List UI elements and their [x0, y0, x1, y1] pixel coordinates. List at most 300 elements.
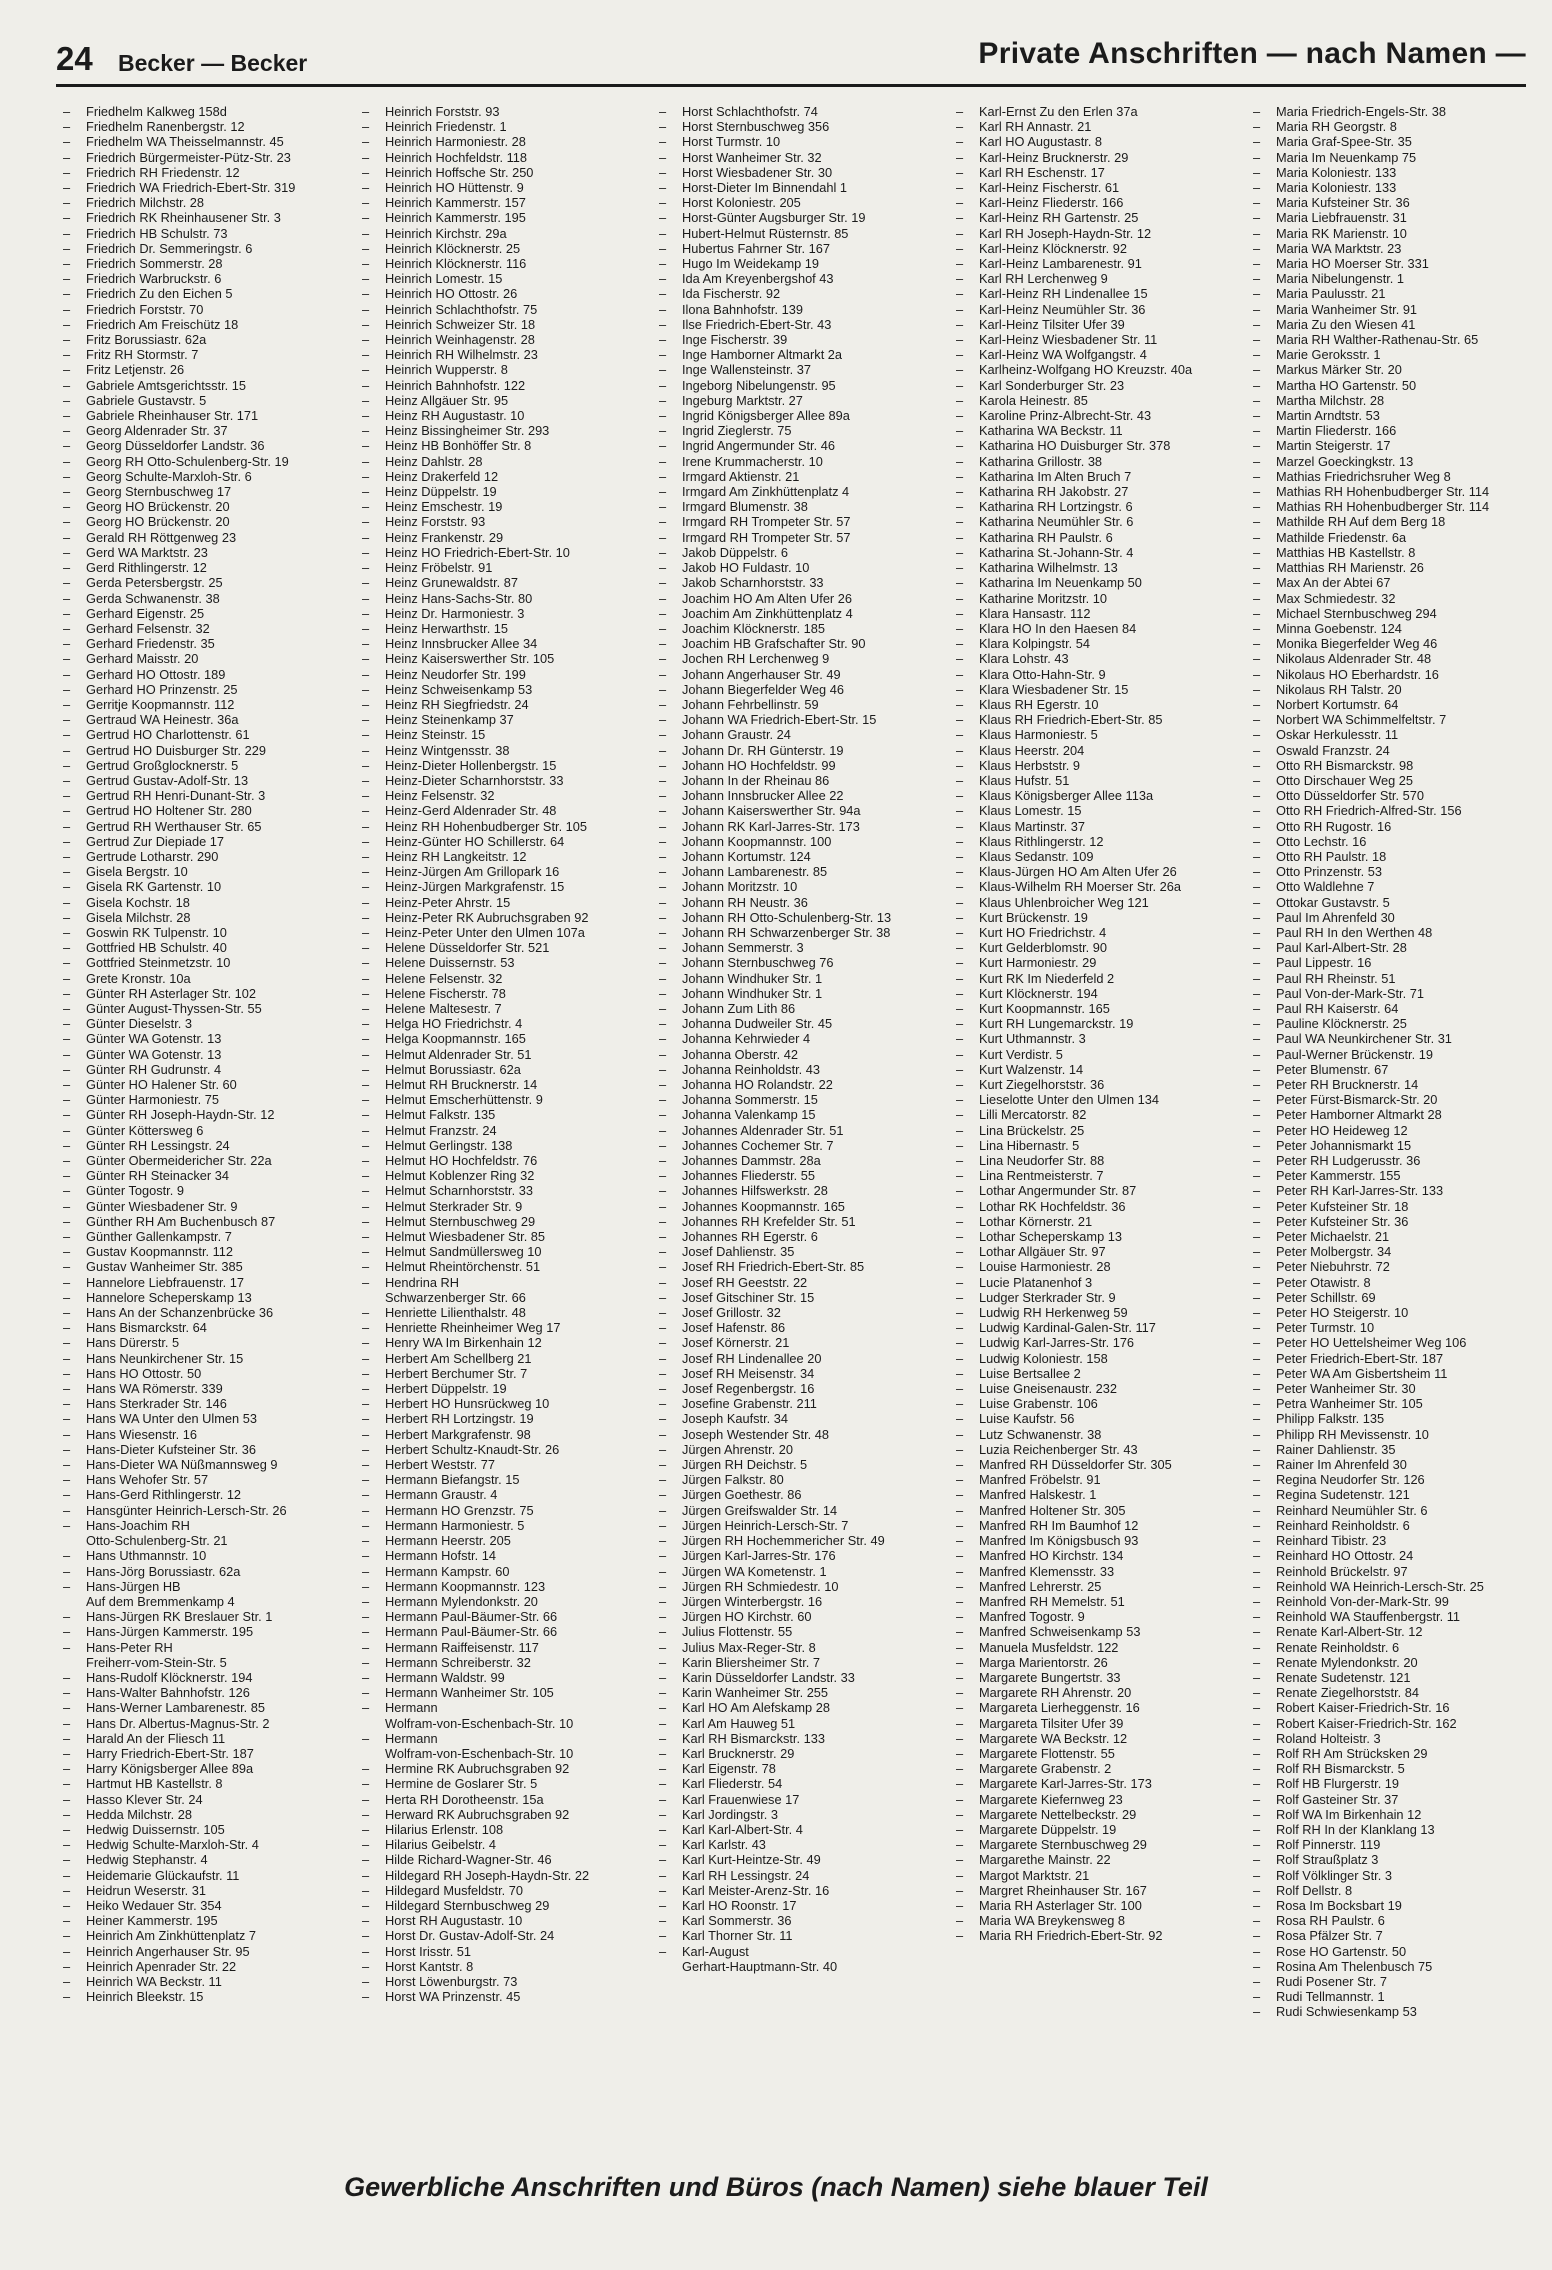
list-item: – Rose HO Gartenstr. 50 — [1248, 1944, 1540, 1959]
column-3 — [654, 104, 946, 1974]
list-item: – Friedrich WA Friedrich-Ebert-Str. 319 — [58, 180, 350, 195]
list-item: – Gisela Bergstr. 10 — [58, 864, 350, 879]
list-item: – Karl Am Hauweg 51 — [654, 1716, 946, 1731]
list-item: – Peter HO Uettelsheimer Weg 106 — [1248, 1335, 1540, 1350]
list-item: – Maria RH Friedrich-Ebert-Str. 92 — [951, 1928, 1243, 1943]
list-item: – Martha Milchstr. 28 — [1248, 393, 1540, 408]
list-item: – Karl-Heinz Fischerstr. 61 — [951, 180, 1243, 195]
list-item: – Margareta Tilsiter Ufer 39 — [951, 1716, 1243, 1731]
list-item: – Helmut Falkstr. 135 — [357, 1107, 649, 1122]
list-item: – Renate Ziegelhorststr. 84 — [1248, 1685, 1540, 1700]
list-item: – Ingeburg Marktstr. 27 — [654, 393, 946, 408]
list-item: – Helmut RH Brucknerstr. 14 — [357, 1077, 649, 1092]
list-item: – Johann WA Friedrich-Ebert-Str. 15 — [654, 712, 946, 727]
list-item: – Klaus Königsberger Allee 113a — [951, 788, 1243, 803]
list-item: – Maria Koloniestr. 133 — [1248, 165, 1540, 180]
list-item: – Josef RH Lindenallee 20 — [654, 1351, 946, 1366]
list-item: – Heinz RH Hohenbudberger Str. 105 — [357, 819, 649, 834]
list-item: – Hermann Heerstr. 205 — [357, 1533, 649, 1548]
list-item: – Lothar Allgäuer Str. 97 — [951, 1244, 1243, 1259]
list-item: – Johann Windhuker Str. 1 — [654, 986, 946, 1001]
list-item: – Rosa Im Bocksbart 19 — [1248, 1898, 1540, 1913]
list-item: – Horst RH Augustastr. 10 — [357, 1913, 649, 1928]
list-item: – Gabriele Gustavstr. 5 — [58, 393, 350, 408]
list-item: – Rolf RH In der Klanklang 13 — [1248, 1822, 1540, 1837]
list-item: – Louise Harmoniestr. 28 — [951, 1259, 1243, 1274]
list-item: – Manuela Musfeldstr. 122 — [951, 1640, 1243, 1655]
list-item: – Heinz-Gerd Aldenrader Str. 48 — [357, 803, 649, 818]
list-item: – Maria Liebfrauenstr. 31 — [1248, 210, 1540, 225]
list-item: – Johann Koopmannstr. 100 — [654, 834, 946, 849]
list-item: – Joachim Am Zinkhüttenplatz 4 — [654, 606, 946, 621]
list-item: – Günter Harmoniestr. 75 — [58, 1092, 350, 1107]
list-item: – Heinz Steinstr. 15 — [357, 727, 649, 742]
list-item: – Gerda Petersbergstr. 25 — [58, 575, 350, 590]
list-item: – Günter Obermeidericher Str. 22a — [58, 1153, 350, 1168]
list-item: – Ingrid Angermunder Str. 46 — [654, 438, 946, 453]
list-item: – Katharina Im Neuenkamp 50 — [951, 575, 1243, 590]
list-item: – Heinz Drakerfeld 12 — [357, 469, 649, 484]
list-item: – Reinhold WA Heinrich-Lersch-Str. 25 — [1248, 1579, 1540, 1594]
list-item: – Günter Wiesbadener Str. 9 — [58, 1199, 350, 1214]
list-item: – Heinrich Apenrader Str. 22 — [58, 1959, 350, 1974]
list-item: – Hannelore Scheperskamp 13 — [58, 1290, 350, 1305]
list-item: – Hans Dürerstr. 5 — [58, 1335, 350, 1350]
list-item: – Johanna HO Rolandstr. 22 — [654, 1077, 946, 1092]
list-item: – Georg Schulte-Marxloh-Str. 6 — [58, 469, 350, 484]
list-item: – Karl Frauenwiese 17 — [654, 1792, 946, 1807]
list-item: – Horst-Günter Augsburger Str. 19 — [654, 210, 946, 225]
list-item: – Klaus Herbststr. 9 — [951, 758, 1243, 773]
list-item: – Maria RK Marienstr. 10 — [1248, 226, 1540, 241]
list-item: – Helmut Rheintörchenstr. 51 — [357, 1259, 649, 1274]
list-item: – Hans-Jörg Borussiastr. 62a — [58, 1564, 350, 1579]
list-item: – Rudi Posener Str. 7 — [1248, 1974, 1540, 1989]
list-item: – Heinz Frankenstr. 29 — [357, 530, 649, 545]
list-item: – Katharina RH Paulstr. 6 — [951, 530, 1243, 545]
list-item: – Helene Düsseldorfer Str. 521 — [357, 940, 649, 955]
list-item: – Gerhard HO Prinzenstr. 25 — [58, 682, 350, 697]
list-item: – Martin Fliederstr. 166 — [1248, 423, 1540, 438]
list-item: – Jürgen Greifswalder Str. 14 — [654, 1503, 946, 1518]
list-item: – Maria Zu den Wiesen 41 — [1248, 317, 1540, 332]
list-item: – Kurt Harmoniestr. 29 — [951, 955, 1243, 970]
list-item: – Peter Kammerstr. 155 — [1248, 1168, 1540, 1183]
list-item: – Heidemarie Glückaufstr. 11 — [58, 1868, 350, 1883]
list-item: – Ingrid Zieglerstr. 75 — [654, 423, 946, 438]
list-item: – Johannes Koopmannstr. 165 — [654, 1199, 946, 1214]
list-item: – Peter Fürst-Bismarck-Str. 20 — [1248, 1092, 1540, 1107]
list-item: – Günter Togostr. 9 — [58, 1183, 350, 1198]
list-item: – Rolf Pinnerstr. 119 — [1248, 1837, 1540, 1852]
listing-columns — [58, 104, 1526, 2164]
list-item: – Julius Flottenstr. 55 — [654, 1624, 946, 1639]
list-item: – Friedrich RK Rheinhausener Str. 3 — [58, 210, 350, 225]
list-item: – Jürgen Karl-Jarres-Str. 176 — [654, 1548, 946, 1563]
list-item: – Karl RH Bismarckstr. 133 — [654, 1731, 946, 1746]
list-item: – Heinz RH Augustastr. 10 — [357, 408, 649, 423]
list-item: – Gertrude Lotharstr. 290 — [58, 849, 350, 864]
list-item: – Rolf Straußplatz 3 — [1248, 1852, 1540, 1867]
list-item: – Johann Angerhauser Str. 49 — [654, 667, 946, 682]
list-item: – Hasso Klever Str. 24 — [58, 1792, 350, 1807]
list-item: – Peter Otawistr. 8 — [1248, 1275, 1540, 1290]
list-item: – Hans-Dieter WA Nüßmannsweg 9 — [58, 1457, 350, 1472]
list-item: – Günter WA Gotenstr. 13 — [58, 1031, 350, 1046]
list-item: – Hermann Graustr. 4 — [357, 1487, 649, 1502]
list-item: – Hans Dr. Albertus-Magnus-Str. 2 — [58, 1716, 350, 1731]
list-item: – Mathias Friedrichsruher Weg 8 — [1248, 469, 1540, 484]
list-item: – Joachim HB Grafschafter Str. 90 — [654, 636, 946, 651]
list-item: – Peter Blumenstr. 67 — [1248, 1062, 1540, 1077]
page-header — [56, 34, 1526, 84]
list-item: – Hermann Schreiberstr. 32 — [357, 1655, 649, 1670]
list-item: – Peter Schillstr. 69 — [1248, 1290, 1540, 1305]
list-item: – Heinrich HO Ottostr. 26 — [357, 286, 649, 301]
list-item: – Lina Brückelstr. 25 — [951, 1123, 1243, 1138]
list-item: – Hermann Wanheimer Str. 105 — [357, 1685, 649, 1700]
list-item: – Klaus Martinstr. 37 — [951, 819, 1243, 834]
list-item: – Renate Sudetenstr. 121 — [1248, 1670, 1540, 1685]
list-item: – Otto Prinzenstr. 53 — [1248, 864, 1540, 879]
list-item: – Margareta Lierheggenstr. 16 — [951, 1700, 1243, 1715]
list-item: – Heinz Düppelstr. 19 — [357, 484, 649, 499]
list-item: – Johanna Sommerstr. 15 — [654, 1092, 946, 1107]
list-item: – Irmgard RH Trompeter Str. 57 — [654, 530, 946, 545]
list-item: – Hans Wehofer Str. 57 — [58, 1472, 350, 1487]
list-item: – Heinz Neudorfer Str. 199 — [357, 667, 649, 682]
list-item: – Rolf Völklinger Str. 3 — [1248, 1868, 1540, 1883]
list-item: – Margarete Flottenstr. 55 — [951, 1746, 1243, 1761]
list-item: – Helmut Franzstr. 24 — [357, 1123, 649, 1138]
list-item: – Maria WA Marktstr. 23 — [1248, 241, 1540, 256]
list-item: – Maria Graf-Spee-Str. 35 — [1248, 134, 1540, 149]
list-item: – Lina Hibernastr. 5 — [951, 1138, 1243, 1153]
list-item: – Harald An der Fliesch 11 — [58, 1731, 350, 1746]
list-item: – Johann RK Karl-Jarres-Str. 173 — [654, 819, 946, 834]
list-item: – Manfred Togostr. 9 — [951, 1609, 1243, 1624]
list-item: – Heinz-Günter HO Schillerstr. 64 — [357, 834, 649, 849]
list-item: – Harry Friedrich-Ebert-Str. 187 — [58, 1746, 350, 1761]
list-item: – Gustav Koopmannstr. 112 — [58, 1244, 350, 1259]
list-item: – Paul Von-der-Mark-Str. 71 — [1248, 986, 1540, 1001]
list-item: – Heiko Wedauer Str. 354 — [58, 1898, 350, 1913]
list-item: – Henry WA Im Birkenhain 12 — [357, 1335, 649, 1350]
list-item: – Johannes Hilfswerkstr. 28 — [654, 1183, 946, 1198]
list-item: – Johann RH Schwarzenberger Str. 38 — [654, 925, 946, 940]
list-item: – Hartmut HB Kastellstr. 8 — [58, 1776, 350, 1791]
list-item: – Hildegard Sternbuschweg 29 — [357, 1898, 649, 1913]
list-item: – Katharina RH Lortzingstr. 6 — [951, 499, 1243, 514]
list-item: – Gerritje Koopmannstr. 112 — [58, 697, 350, 712]
list-item: – Heinrich Schlachthofstr. 75 — [357, 302, 649, 317]
list-item: – Gottfried Steinmetzstr. 10 — [58, 955, 350, 970]
list-item: – Grete Kronstr. 10a — [58, 971, 350, 986]
list-item: – Heinz Wintgensstr. 38 — [357, 743, 649, 758]
list-item: – Michael Sternbuschweg 294 — [1248, 606, 1540, 621]
list-item: – Klaus-Wilhelm RH Moerser Str. 26a — [951, 879, 1243, 894]
list-item: – Karl-Heinz RH Gartenstr. 25 — [951, 210, 1243, 225]
list-item: – Johann Lambarenestr. 85 — [654, 864, 946, 879]
list-item: – Hermann Harmoniestr. 5 — [357, 1518, 649, 1533]
list-item: – Peter WA Am Gisbertsheim 11 — [1248, 1366, 1540, 1381]
list-item: – Hans Uthmannstr. 10 — [58, 1548, 350, 1563]
list-item: – Johann Innsbrucker Allee 22 — [654, 788, 946, 803]
list-item: – Herward RK Aubruchsgraben 92 — [357, 1807, 649, 1822]
list-item: – Robert Kaiser-Friedrich-Str. 162 — [1248, 1716, 1540, 1731]
list-item: – Herbert Am Schellberg 21 — [357, 1351, 649, 1366]
list-item: – Martha HO Gartenstr. 50 — [1248, 378, 1540, 393]
list-item: – Heinrich Lomestr. 15 — [357, 271, 649, 286]
list-item: – Luise Gneisenaustr. 232 — [951, 1381, 1243, 1396]
list-item: – Heinz RH Siegfriedstr. 24 — [357, 697, 649, 712]
list-item: – Horst Koloniestr. 205 — [654, 195, 946, 210]
list-item: – Gertrud Großglocknerstr. 5 — [58, 758, 350, 773]
list-item: – Gertrud HO Charlottenstr. 61 — [58, 727, 350, 742]
list-item: – Heinrich Kammerstr. 157 — [357, 195, 649, 210]
list-item: – Hans-Jürgen RK Breslauer Str. 1 — [58, 1609, 350, 1624]
list-item: – Monika Biegerfelder Weg 46 — [1248, 636, 1540, 651]
list-item: – Horst Wanheimer Str. 32 — [654, 150, 946, 165]
list-item: – Ingrid Königsberger Allee 89a — [654, 408, 946, 423]
list-item: – Karl Karlstr. 43 — [654, 1837, 946, 1852]
list-item: – Heinz Forststr. 93 — [357, 514, 649, 529]
list-item: – Mathias RH Hohenbudberger Str. 114 — [1248, 499, 1540, 514]
list-item: – Heinrich Kirchstr. 29a — [357, 226, 649, 241]
list-item: – Katharina St.-Johann-Str. 4 — [951, 545, 1243, 560]
list-item: – Georg Düsseldorfer Landstr. 36 — [58, 438, 350, 453]
list-item: – Heinz Fröbelstr. 91 — [357, 560, 649, 575]
list-item: – Nikolaus HO Eberhardstr. 16 — [1248, 667, 1540, 682]
list-item: – Irmgard Am Zinkhüttenplatz 4 — [654, 484, 946, 499]
list-item: – Heinz Felsenstr. 32 — [357, 788, 649, 803]
list-item: – Herbert Schultz-Knaudt-Str. 26 — [357, 1442, 649, 1457]
list-item: – Jürgen Ahrenstr. 20 — [654, 1442, 946, 1457]
list-item: – Gertrud RH Werthauser Str. 65 — [58, 819, 350, 834]
list-item: – Katharina Wilhelmstr. 13 — [951, 560, 1243, 575]
list-item: – Jakob Düppelstr. 6 — [654, 545, 946, 560]
list-item: – Hermann Hofstr. 14 — [357, 1548, 649, 1563]
list-item: – Lieselotte Unter den Ulmen 134 — [951, 1092, 1243, 1107]
list-item: – Karin Wanheimer Str. 255 — [654, 1685, 946, 1700]
list-item: – Karl Sonderburger Str. 23 — [951, 378, 1243, 393]
list-item: – Margarete RH Ahrenstr. 20 — [951, 1685, 1243, 1700]
list-item: – Herbert Markgrafenstr. 98 — [357, 1427, 649, 1442]
list-item: – Hermann Raiffeisenstr. 117 — [357, 1640, 649, 1655]
list-item: – Gertrud Gustav-Adolf-Str. 13 — [58, 773, 350, 788]
list-item: – Karl Eigenstr. 78 — [654, 1761, 946, 1776]
list-item: – Max Schmiedestr. 32 — [1248, 591, 1540, 606]
list-item: – Katharina WA Beckstr. 11 — [951, 423, 1243, 438]
list-item: – Irmgard Aktienstr. 21 — [654, 469, 946, 484]
list-item: – Hans-Rudolf Klöcknerstr. 194 — [58, 1670, 350, 1685]
list-item: – Hilarius Erlenstr. 108 — [357, 1822, 649, 1837]
list-item: – Oskar Herkulesstr. 11 — [1248, 727, 1540, 742]
list-item: – Heinrich Weinhagenstr. 28 — [357, 332, 649, 347]
list-item: – Georg Sternbuschweg 17 — [58, 484, 350, 499]
list-item: – Hilde Richard-Wagner-Str. 46 — [357, 1852, 649, 1867]
list-item: – Kurt HO Friedrichstr. 4 — [951, 925, 1243, 940]
list-item: – Herbert RH Lortzingstr. 19 — [357, 1411, 649, 1426]
list-item: – Johannes Aldenrader Str. 51 — [654, 1123, 946, 1138]
list-item: – Jakob HO Fuldastr. 10 — [654, 560, 946, 575]
list-item: – Karl-Heinz Brucknerstr. 29 — [951, 150, 1243, 165]
list-item: – Johann Sternbuschweg 76 — [654, 955, 946, 970]
list-item: – Heinrich Klöcknerstr. 25 — [357, 241, 649, 256]
list-item: – Johann HO Hochfeldstr. 99 — [654, 758, 946, 773]
list-item: – Rolf RH Am Strücksken 29 — [1248, 1746, 1540, 1761]
list-item: – Joachim HO Am Alten Ufer 26 — [654, 591, 946, 606]
list-item: – Hermann Waldstr. 99 — [357, 1670, 649, 1685]
list-item: – Klaus Sedanstr. 109 — [951, 849, 1243, 864]
list-item: – Luise Grabenstr. 106 — [951, 1396, 1243, 1411]
list-item: – Kurt Ziegelhorststr. 36 — [951, 1077, 1243, 1092]
list-item: – Günter WA Gotenstr. 13 — [58, 1047, 350, 1062]
list-item: – Kurt RK Im Niederfeld 2 — [951, 971, 1243, 986]
list-item: – Horst-Dieter Im Binnendahl 1 — [654, 180, 946, 195]
list-item: – Kurt Klöcknerstr. 194 — [951, 986, 1243, 1001]
list-item: – Friedrich RH Friedenstr. 12 — [58, 165, 350, 180]
list-item: – Klara Lohstr. 43 — [951, 651, 1243, 666]
list-item: – Günther RH Am Buchenbusch 87 — [58, 1214, 350, 1229]
list-item: – Robert Kaiser-Friedrich-Str. 16 — [1248, 1700, 1540, 1715]
list-item: – Margarete Karl-Jarres-Str. 173 — [951, 1776, 1243, 1791]
list-item: – Josefine Grabenstr. 211 — [654, 1396, 946, 1411]
list-item: – Jürgen Goethestr. 86 — [654, 1487, 946, 1502]
list-item: – Gerhard Eigenstr. 25 — [58, 606, 350, 621]
list-item: – Hermann Mylendonkstr. 20 — [357, 1594, 649, 1609]
list-item: – Josef RH Geeststr. 22 — [654, 1275, 946, 1290]
list-item: – Horst Löwenburgstr. 73 — [357, 1974, 649, 1989]
list-item: – Klara Kolpingstr. 54 — [951, 636, 1243, 651]
list-item: – Matthias HB Kastellstr. 8 — [1248, 545, 1540, 560]
list-item: – Karl Jordingstr. 3 — [654, 1807, 946, 1822]
list-item: – Markus Märker Str. 20 — [1248, 362, 1540, 377]
list-item: – Friedhelm Kalkweg 158d — [58, 104, 350, 119]
list-item: – Josef Hafenstr. 86 — [654, 1320, 946, 1335]
list-item: – Karoline Prinz-Albrecht-Str. 43 — [951, 408, 1243, 423]
list-item: – Johannes Fliederstr. 55 — [654, 1168, 946, 1183]
list-item: Schwarzenberger Str. 66 — [385, 1289, 526, 1305]
list-item: – Helmut Sternbuschweg 29 — [357, 1214, 649, 1229]
list-item: – Herta RH Dorotheenstr. 15a — [357, 1792, 649, 1807]
list-item: – Manfred Lehrerstr. 25 — [951, 1579, 1243, 1594]
list-item: – Henriette Rheinheimer Weg 17 — [357, 1320, 649, 1335]
list-item: – Maria Im Neuenkamp 75 — [1248, 150, 1540, 165]
list-item: – Heinz Innsbrucker Allee 34 — [357, 636, 649, 651]
list-item: – Johanna Reinholdstr. 43 — [654, 1062, 946, 1077]
list-item: – Johann Biegerfelder Weg 46 — [654, 682, 946, 697]
list-item: – Joachim Klöcknerstr. 185 — [654, 621, 946, 636]
list-item: – Helga HO Friedrichstr. 4 — [357, 1016, 649, 1031]
list-item: – Heidrun Weserstr. 31 — [58, 1883, 350, 1898]
footer-note: Gewerbliche Anschriften und Büros (nach Namen) siehe blauer Teil — [344, 2172, 1208, 2202]
list-item: – Hedwig Stephanstr. 4 — [58, 1852, 350, 1867]
list-item: – Hildegard RH Joseph-Haydn-Str. 22 — [357, 1868, 649, 1883]
list-item: – Maria HO Moerser Str. 331 — [1248, 256, 1540, 271]
list-item: – Inge Fischerstr. 39 — [654, 332, 946, 347]
list-item: – Heinz-Peter Unter den Ulmen 107a — [357, 925, 649, 940]
list-item: – Gottfried HB Schulstr. 40 — [58, 940, 350, 955]
list-item: – Karl Brucknerstr. 29 — [654, 1746, 946, 1761]
list-item: – Gisela RK Gartenstr. 10 — [58, 879, 350, 894]
list-item: – Reinhold WA Stauffenbergstr. 11 — [1248, 1609, 1540, 1624]
list-item: – Heinz HB Bonhöffer Str. 8 — [357, 438, 649, 453]
list-item: – Josef Regenbergstr. 16 — [654, 1381, 946, 1396]
list-item: – Heinz-Jürgen Am Grillopark 16 — [357, 864, 649, 879]
list-item: – Otto RH Bismarckstr. 98 — [1248, 758, 1540, 773]
list-item: – Paul RH Kaiserstr. 64 — [1248, 1001, 1540, 1016]
list-item: – Johannes RH Egerstr. 6 — [654, 1229, 946, 1244]
list-item: – Karl-Heinz WA Wolfgangstr. 4 — [951, 347, 1243, 362]
list-item: – Maria RH Georgstr. 8 — [1248, 119, 1540, 134]
list-item: – Hubert-Helmut Rüsternstr. 85 — [654, 226, 946, 241]
list-item: – Gisela Milchstr. 28 — [58, 910, 350, 925]
list-item: – Horst Irisstr. 51 — [357, 1944, 649, 1959]
list-item: – Hannelore Liebfrauenstr. 17 — [58, 1275, 350, 1290]
list-item: – Lutz Schwanenstr. 38 — [951, 1427, 1243, 1442]
list-item: – Hans WA Unter den Ulmen 53 — [58, 1411, 350, 1426]
list-item: – Ludger Sterkrader Str. 9 — [951, 1290, 1243, 1305]
list-item: – Josef RH Meisenstr. 34 — [654, 1366, 946, 1381]
list-item: – Karl-Heinz Tilsiter Ufer 39 — [951, 317, 1243, 332]
list-item: – Margarete Bungertstr. 33 — [951, 1670, 1243, 1685]
list-item: – Gerhard Friedenstr. 35 — [58, 636, 350, 651]
list-item: – Jürgen RH Schmiedestr. 10 — [654, 1579, 946, 1594]
list-item: – Heinz Herwarthstr. 15 — [357, 621, 649, 636]
list-item: – Hans-Walter Bahnhofstr. 126 — [58, 1685, 350, 1700]
list-item: – Ilse Friedrich-Ebert-Str. 43 — [654, 317, 946, 332]
list-item: – Peter Turmstr. 10 — [1248, 1320, 1540, 1335]
list-item: – Reinhard Reinholdstr. 6 — [1248, 1518, 1540, 1533]
list-item: – Heinrich Kammerstr. 195 — [357, 210, 649, 225]
list-item: – Johanna Valenkamp 15 — [654, 1107, 946, 1122]
list-item: – Luzia Reichenberger Str. 43 — [951, 1442, 1243, 1457]
list-item: – Heinz Dahlstr. 28 — [357, 454, 649, 469]
list-item: – Helene Fischerstr. 78 — [357, 986, 649, 1001]
list-item: – Kurt Koopmannstr. 165 — [951, 1001, 1243, 1016]
list-item: – Katharina RH Jakobstr. 27 — [951, 484, 1243, 499]
list-item: – Helmut Emscherhüttenstr. 9 — [357, 1092, 649, 1107]
list-item: – Peter RH Ludgerusstr. 36 — [1248, 1153, 1540, 1168]
list-item: – Helene Duissernstr. 53 — [357, 955, 649, 970]
list-item: – Horst Sternbuschweg 356 — [654, 119, 946, 134]
list-item: – Josef Körnerstr. 21 — [654, 1335, 946, 1350]
list-item: – Gertrud HO Holtener Str. 280 — [58, 803, 350, 818]
list-item: – Katharina Grillostr. 38 — [951, 454, 1243, 469]
list-item: – Karl-Heinz Neumühler Str. 36 — [951, 302, 1243, 317]
list-item: – Karl-Ernst Zu den Erlen 37a — [951, 104, 1243, 119]
list-item: – Johanna Oberstr. 42 — [654, 1047, 946, 1062]
list-item: – Manfred Schweisenkamp 53 — [951, 1624, 1243, 1639]
list-item: – Heinz Hans-Sachs-Str. 80 — [357, 591, 649, 606]
list-item: – Otto Lechstr. 16 — [1248, 834, 1540, 849]
list-item: – Katharina Neumühler Str. 6 — [951, 514, 1243, 529]
list-item: – Jürgen WA Kometenstr. 1 — [654, 1564, 946, 1579]
list-item: – Paul Karl-Albert-Str. 28 — [1248, 940, 1540, 955]
column-2 — [357, 104, 649, 2004]
list-item: – Hans Sterkrader Str. 146 — [58, 1396, 350, 1411]
list-item: – Heinrich Harmoniestr. 28 — [357, 134, 649, 149]
list-item: – Margarete WA Beckstr. 12 — [951, 1731, 1243, 1746]
list-item: – Paul Im Ahrenfeld 30 — [1248, 910, 1540, 925]
list-item: – Helmut Gerlingstr. 138 — [357, 1138, 649, 1153]
list-item: – Matthias RH Marienstr. 26 — [1248, 560, 1540, 575]
list-item: – Peter Niebuhrstr. 72 — [1248, 1259, 1540, 1274]
list-item: – Minna Goebenstr. 124 — [1248, 621, 1540, 636]
list-item: – Marga Marientorstr. 26 — [951, 1655, 1243, 1670]
list-item: – Johann Fehrbellinstr. 59 — [654, 697, 946, 712]
